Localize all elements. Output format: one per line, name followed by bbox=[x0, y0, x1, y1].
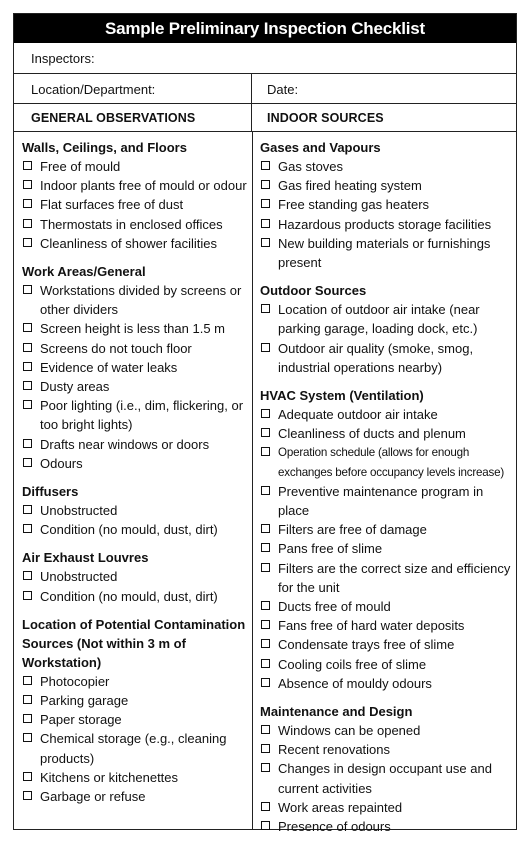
checkbox[interactable] bbox=[261, 199, 270, 208]
checklist-item[interactable] bbox=[260, 405, 512, 424]
section-walls-ceilings-and-floors bbox=[22, 138, 248, 253]
date-field[interactable] bbox=[252, 74, 516, 103]
checklist-item-label: Condensate trays free of slime bbox=[278, 637, 455, 653]
checklist-item-label: Dusty areas bbox=[40, 379, 110, 395]
checkbox[interactable] bbox=[261, 447, 270, 456]
checkbox[interactable] bbox=[23, 524, 32, 533]
section-gases-and-vapours bbox=[260, 138, 512, 272]
checkbox[interactable] bbox=[23, 238, 32, 247]
checkbox[interactable] bbox=[23, 323, 32, 332]
checklist-item[interactable] bbox=[260, 424, 512, 443]
checklist-item-label: Operation schedule (allows for enough exchanges before occupancy levels increase) bbox=[278, 446, 504, 479]
checkbox[interactable] bbox=[23, 591, 32, 600]
checklist-item-label: Condition (no mould, dust, dirt) bbox=[40, 588, 218, 604]
checklist-sheet bbox=[13, 13, 517, 835]
checklist-item-label: Ducts free of mould bbox=[278, 599, 391, 615]
checklist-item[interactable] bbox=[260, 482, 512, 520]
checkbox[interactable] bbox=[23, 219, 32, 228]
checklist-item[interactable] bbox=[260, 740, 512, 759]
checklist-item-label: Free standing gas heaters bbox=[278, 197, 430, 213]
checklist-item[interactable] bbox=[260, 300, 512, 338]
checklist-item[interactable] bbox=[22, 195, 248, 214]
checkbox[interactable] bbox=[23, 343, 32, 352]
checkbox[interactable] bbox=[261, 821, 270, 830]
location-field[interactable] bbox=[14, 74, 252, 103]
checkbox[interactable] bbox=[261, 524, 270, 533]
section-title: Air Exhaust Louvres bbox=[22, 550, 149, 566]
checkbox[interactable] bbox=[23, 772, 32, 781]
checklist-item-label: Drafts near windows or doors bbox=[40, 436, 210, 452]
checklist-item[interactable] bbox=[22, 691, 248, 710]
checklist-item-label: Presence of odours bbox=[278, 819, 391, 835]
date-label: Date: bbox=[267, 82, 299, 97]
checkbox[interactable] bbox=[23, 676, 32, 685]
checklist-item[interactable] bbox=[260, 339, 512, 377]
checklist-item-label: Location of outdoor air intake (near parking garage, loading dock, etc.) bbox=[278, 302, 480, 337]
checkbox[interactable] bbox=[23, 733, 32, 742]
checklist-item-label: Adequate outdoor air intake bbox=[278, 407, 438, 423]
checklist-item[interactable] bbox=[260, 674, 512, 693]
checklist-item-label: Odours bbox=[40, 455, 83, 471]
checklist-item-label: Pans free of slime bbox=[278, 541, 383, 557]
checklist-item-label: Garbage or refuse bbox=[40, 789, 146, 805]
checklist-item[interactable] bbox=[22, 435, 248, 454]
checkbox[interactable] bbox=[23, 695, 32, 704]
checkbox[interactable] bbox=[23, 439, 32, 448]
checklist-item[interactable] bbox=[22, 567, 248, 586]
section-title: Walls, Ceilings, and Floors bbox=[22, 140, 187, 155]
checkbox[interactable] bbox=[261, 219, 270, 228]
column-divider bbox=[252, 132, 253, 830]
checklist-item-label: Screen height is less than 1.5 m bbox=[40, 321, 225, 337]
checklist-item-label: Windows can be opened bbox=[278, 723, 421, 739]
checklist-item[interactable] bbox=[260, 176, 512, 195]
checklist-item[interactable] bbox=[22, 768, 248, 787]
checklist-item-label: Outdoor air quality (smoke, smog, industrial operations nearby) bbox=[278, 340, 474, 375]
checklist-item[interactable] bbox=[22, 358, 248, 377]
checklist-item[interactable] bbox=[260, 616, 512, 635]
checkbox[interactable] bbox=[23, 505, 32, 514]
checkbox[interactable] bbox=[23, 714, 32, 723]
checkbox[interactable] bbox=[261, 639, 270, 648]
checklist-item-label: Hazardous products storage facilities bbox=[278, 216, 492, 232]
checklist-item[interactable] bbox=[22, 281, 248, 319]
checklist-item-label: Poor lighting (i.e., dim, flickering, or too bright lights) bbox=[40, 398, 244, 433]
checklist-item-label: Photocopier bbox=[40, 673, 110, 689]
checklist-item[interactable] bbox=[22, 319, 248, 338]
checkbox[interactable] bbox=[261, 343, 270, 352]
checkbox[interactable] bbox=[261, 802, 270, 811]
section-title: HVAC System (Ventilation) bbox=[260, 388, 424, 404]
checklist-item[interactable] bbox=[22, 377, 248, 396]
checklist-item[interactable] bbox=[260, 721, 512, 740]
general-observations-heading: GENERAL OBSERVATIONS bbox=[14, 104, 252, 131]
checkbox[interactable] bbox=[261, 180, 270, 189]
checklist-item-label: Filters are free of damage bbox=[278, 522, 427, 538]
checklist-item-label: Cooling coils free of slime bbox=[278, 656, 427, 672]
checkbox[interactable] bbox=[23, 400, 32, 409]
section-work-areas-general bbox=[22, 262, 248, 473]
checklist-item[interactable] bbox=[260, 157, 512, 176]
checklist-item-label: Parking garage bbox=[40, 693, 129, 709]
checklist-item[interactable] bbox=[260, 234, 512, 272]
checklist-item-label: Recent renovations bbox=[278, 742, 391, 758]
indoor-sources-heading: INDOOR SOURCES bbox=[267, 111, 384, 125]
checklist-item-label: Evidence of water leaks bbox=[40, 359, 178, 375]
section-title: Work Areas/General bbox=[22, 264, 146, 280]
checklist-item[interactable] bbox=[22, 729, 248, 767]
checklist-item-label: Indoor plants free of mould or odour bbox=[40, 178, 247, 194]
indoor-sources-column bbox=[260, 138, 512, 845]
section-maintenance-and-design bbox=[260, 702, 512, 836]
checkbox[interactable] bbox=[261, 409, 270, 418]
checkbox[interactable] bbox=[261, 563, 270, 572]
section-diffusers bbox=[22, 482, 248, 539]
checklist-item[interactable] bbox=[260, 597, 512, 616]
general-observations-column bbox=[22, 138, 248, 815]
checkbox[interactable] bbox=[23, 381, 32, 390]
checklist-item-label: Preventive maintenance program in place bbox=[278, 483, 484, 519]
checkbox[interactable] bbox=[23, 362, 32, 371]
section-title: Outdoor Sources bbox=[260, 283, 367, 299]
checklist-item-label: Chemical storage (e.g., cleaning products) bbox=[40, 731, 227, 766]
section-location-of-potential-contamination-sour bbox=[22, 615, 248, 806]
column-headings-row bbox=[14, 104, 516, 132]
checklist-item[interactable] bbox=[260, 195, 512, 214]
checklist-item[interactable] bbox=[260, 559, 512, 597]
checklist-item[interactable] bbox=[260, 520, 512, 539]
checklist-item[interactable] bbox=[260, 215, 512, 234]
checklist-item-label: Work areas repainted bbox=[278, 799, 403, 815]
inspectors-label: Inspectors: bbox=[31, 51, 95, 66]
checklist-item-label: Paper storage bbox=[40, 712, 122, 728]
checklist-item-label: Unobstructed bbox=[40, 503, 118, 519]
checklist-item[interactable] bbox=[260, 443, 512, 481]
checkbox[interactable] bbox=[261, 763, 270, 772]
checklist-item[interactable] bbox=[260, 539, 512, 558]
checklist-item[interactable] bbox=[22, 454, 248, 473]
checklist-item-label: Kitchens or kitchenettes bbox=[40, 769, 179, 785]
checkbox[interactable] bbox=[261, 659, 270, 668]
checklist-item-label: Absence of mouldy odours bbox=[278, 675, 432, 691]
section-title: Diffusers bbox=[22, 484, 79, 500]
location-label: Location/Department: bbox=[31, 82, 156, 97]
checklist-item[interactable] bbox=[260, 798, 512, 817]
checkbox[interactable] bbox=[23, 199, 32, 208]
checklist-item-label: Gas fired heating system bbox=[278, 178, 422, 194]
checklist-item[interactable] bbox=[260, 635, 512, 654]
checkbox[interactable] bbox=[261, 601, 270, 610]
checklist-item-label: Cleanliness of shower facilities bbox=[40, 235, 218, 251]
checklist-item[interactable] bbox=[22, 710, 248, 729]
checklist-item-label: Gas stoves bbox=[278, 159, 344, 174]
checklist-item[interactable] bbox=[22, 501, 248, 520]
checklist-item-label: Free of mould bbox=[40, 159, 121, 174]
checkbox[interactable] bbox=[261, 304, 270, 313]
checkbox[interactable] bbox=[261, 486, 270, 495]
checklist-item[interactable] bbox=[260, 817, 512, 836]
checklist-item[interactable] bbox=[22, 157, 248, 176]
checklist-item-label: Changes in design occupant use and current activities bbox=[278, 761, 492, 796]
checklist-item-label: Screens do not touch floor bbox=[40, 340, 192, 356]
checklist-item[interactable] bbox=[22, 396, 248, 434]
section-title: Location of Potential Contamination Sources (Not within 3 m of Workstation) bbox=[22, 616, 246, 670]
checkbox[interactable] bbox=[261, 238, 270, 247]
checkbox[interactable] bbox=[261, 161, 270, 170]
checklist-item[interactable] bbox=[22, 787, 248, 806]
checkbox[interactable] bbox=[261, 543, 270, 552]
checklist-item[interactable] bbox=[22, 520, 248, 539]
checklist-item-label: Filters are the correct size and efficiency for the unit bbox=[278, 560, 511, 595]
checklist-item[interactable] bbox=[260, 759, 512, 797]
checklist-item-label: Cleanliness of ducts and plenum bbox=[278, 426, 466, 442]
section-title: Gases and Vapours bbox=[260, 140, 381, 155]
checklist-item-label: Fans free of hard water deposits bbox=[278, 618, 465, 634]
checkbox[interactable] bbox=[23, 161, 32, 170]
checklist-title: Sample Preliminary Inspection Checklist bbox=[14, 14, 516, 43]
section-hvac-system-ventilation bbox=[260, 386, 512, 693]
checklist-item[interactable] bbox=[22, 339, 248, 358]
checklist-item-label: Workstations divided by screens or other dividers bbox=[40, 283, 242, 318]
checkbox[interactable] bbox=[261, 725, 270, 734]
checklist-item-label: Flat surfaces free of dust bbox=[40, 197, 184, 213]
checkbox[interactable] bbox=[261, 620, 270, 629]
checkbox[interactable] bbox=[261, 428, 270, 437]
checkbox[interactable] bbox=[23, 180, 32, 189]
inspectors-field[interactable] bbox=[14, 43, 516, 74]
checkbox[interactable] bbox=[23, 571, 32, 580]
checkbox[interactable] bbox=[261, 744, 270, 753]
checkbox[interactable] bbox=[23, 791, 32, 800]
section-outdoor-sources bbox=[260, 281, 512, 377]
checklist-item-label: Condition (no mould, dust, dirt) bbox=[40, 522, 218, 538]
checklist-item-label: Unobstructed bbox=[40, 569, 118, 585]
location-date-row bbox=[14, 74, 516, 104]
section-air-exhaust-louvres bbox=[22, 548, 248, 605]
checklist-item-label: Thermostats in enclosed offices bbox=[40, 216, 223, 232]
section-title: Maintenance and Design bbox=[260, 704, 413, 720]
checkbox[interactable] bbox=[23, 458, 32, 467]
checklist-item-label: New building materials or furnishings present bbox=[278, 235, 491, 271]
checkbox[interactable] bbox=[23, 285, 32, 294]
checklist-item[interactable] bbox=[22, 672, 248, 691]
checklist-item[interactable] bbox=[22, 234, 248, 253]
checkbox[interactable] bbox=[261, 678, 270, 687]
checklist-item[interactable] bbox=[260, 655, 512, 674]
checklist-item[interactable] bbox=[22, 587, 248, 606]
checklist-item[interactable] bbox=[22, 176, 248, 195]
checklist-item[interactable] bbox=[22, 215, 248, 234]
